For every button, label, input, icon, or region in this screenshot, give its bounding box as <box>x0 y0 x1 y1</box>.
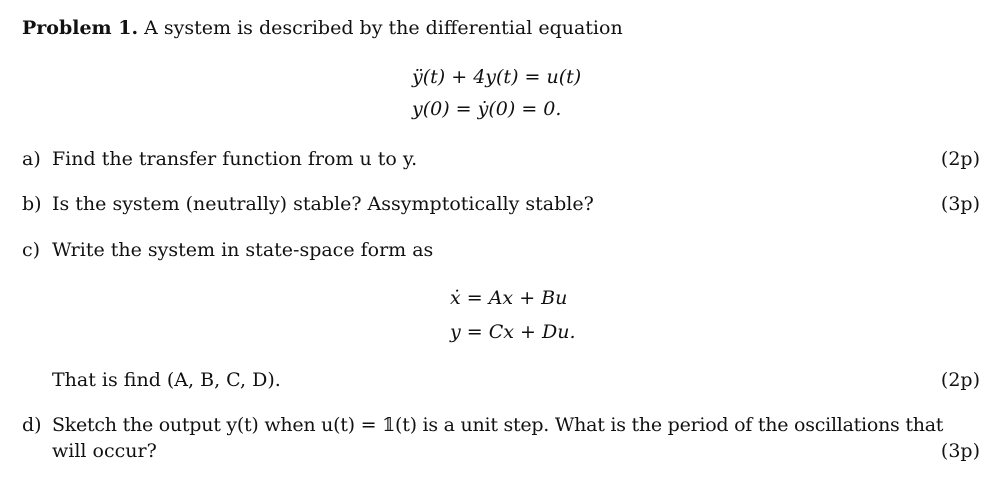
part-c-label: c) <box>22 239 41 261</box>
part-c <box>22 238 433 262</box>
problem-heading: Problem 1. <box>22 17 139 39</box>
problem-intro-line <box>22 16 623 40</box>
part-b <box>22 192 594 216</box>
part-d-label: d) <box>22 414 42 436</box>
part-c-followup: That is find (A, B, C, D). <box>52 369 281 391</box>
output-equation: y = Cx + Du. <box>450 321 576 343</box>
part-a-label: a) <box>22 148 41 170</box>
part-a <box>22 147 417 171</box>
part-b-text: Is the system (neutrally) stable? Assymptotically stable? <box>52 193 594 215</box>
part-a-points: (2p) <box>940 148 980 170</box>
initial-conditions: y(0) = ẏ(0) = 0. <box>412 98 562 120</box>
problem-intro: A system is described by the differential equation <box>144 17 623 39</box>
differential-equation: ÿ(t) + 4y(t) = u(t) <box>412 66 582 88</box>
state-equation: ẋ = Ax + Bu <box>450 287 568 309</box>
part-b-label: b) <box>22 193 42 215</box>
part-c-points: (2p) <box>940 369 980 391</box>
part-b-points: (3p) <box>940 193 980 215</box>
part-c-text: Write the system in state-space form as <box>52 239 434 261</box>
part-d-points: (3p) <box>940 440 980 462</box>
part-d-text-line-2: will occur? <box>52 440 157 462</box>
part-d <box>22 413 943 437</box>
part-d-text-line-1: Sketch the output y(t) when u(t) = 𝟙(t) is a unit step. What is the period of the oscillations that <box>52 414 944 436</box>
part-a-text: Find the transfer function from u to y. <box>52 148 418 170</box>
